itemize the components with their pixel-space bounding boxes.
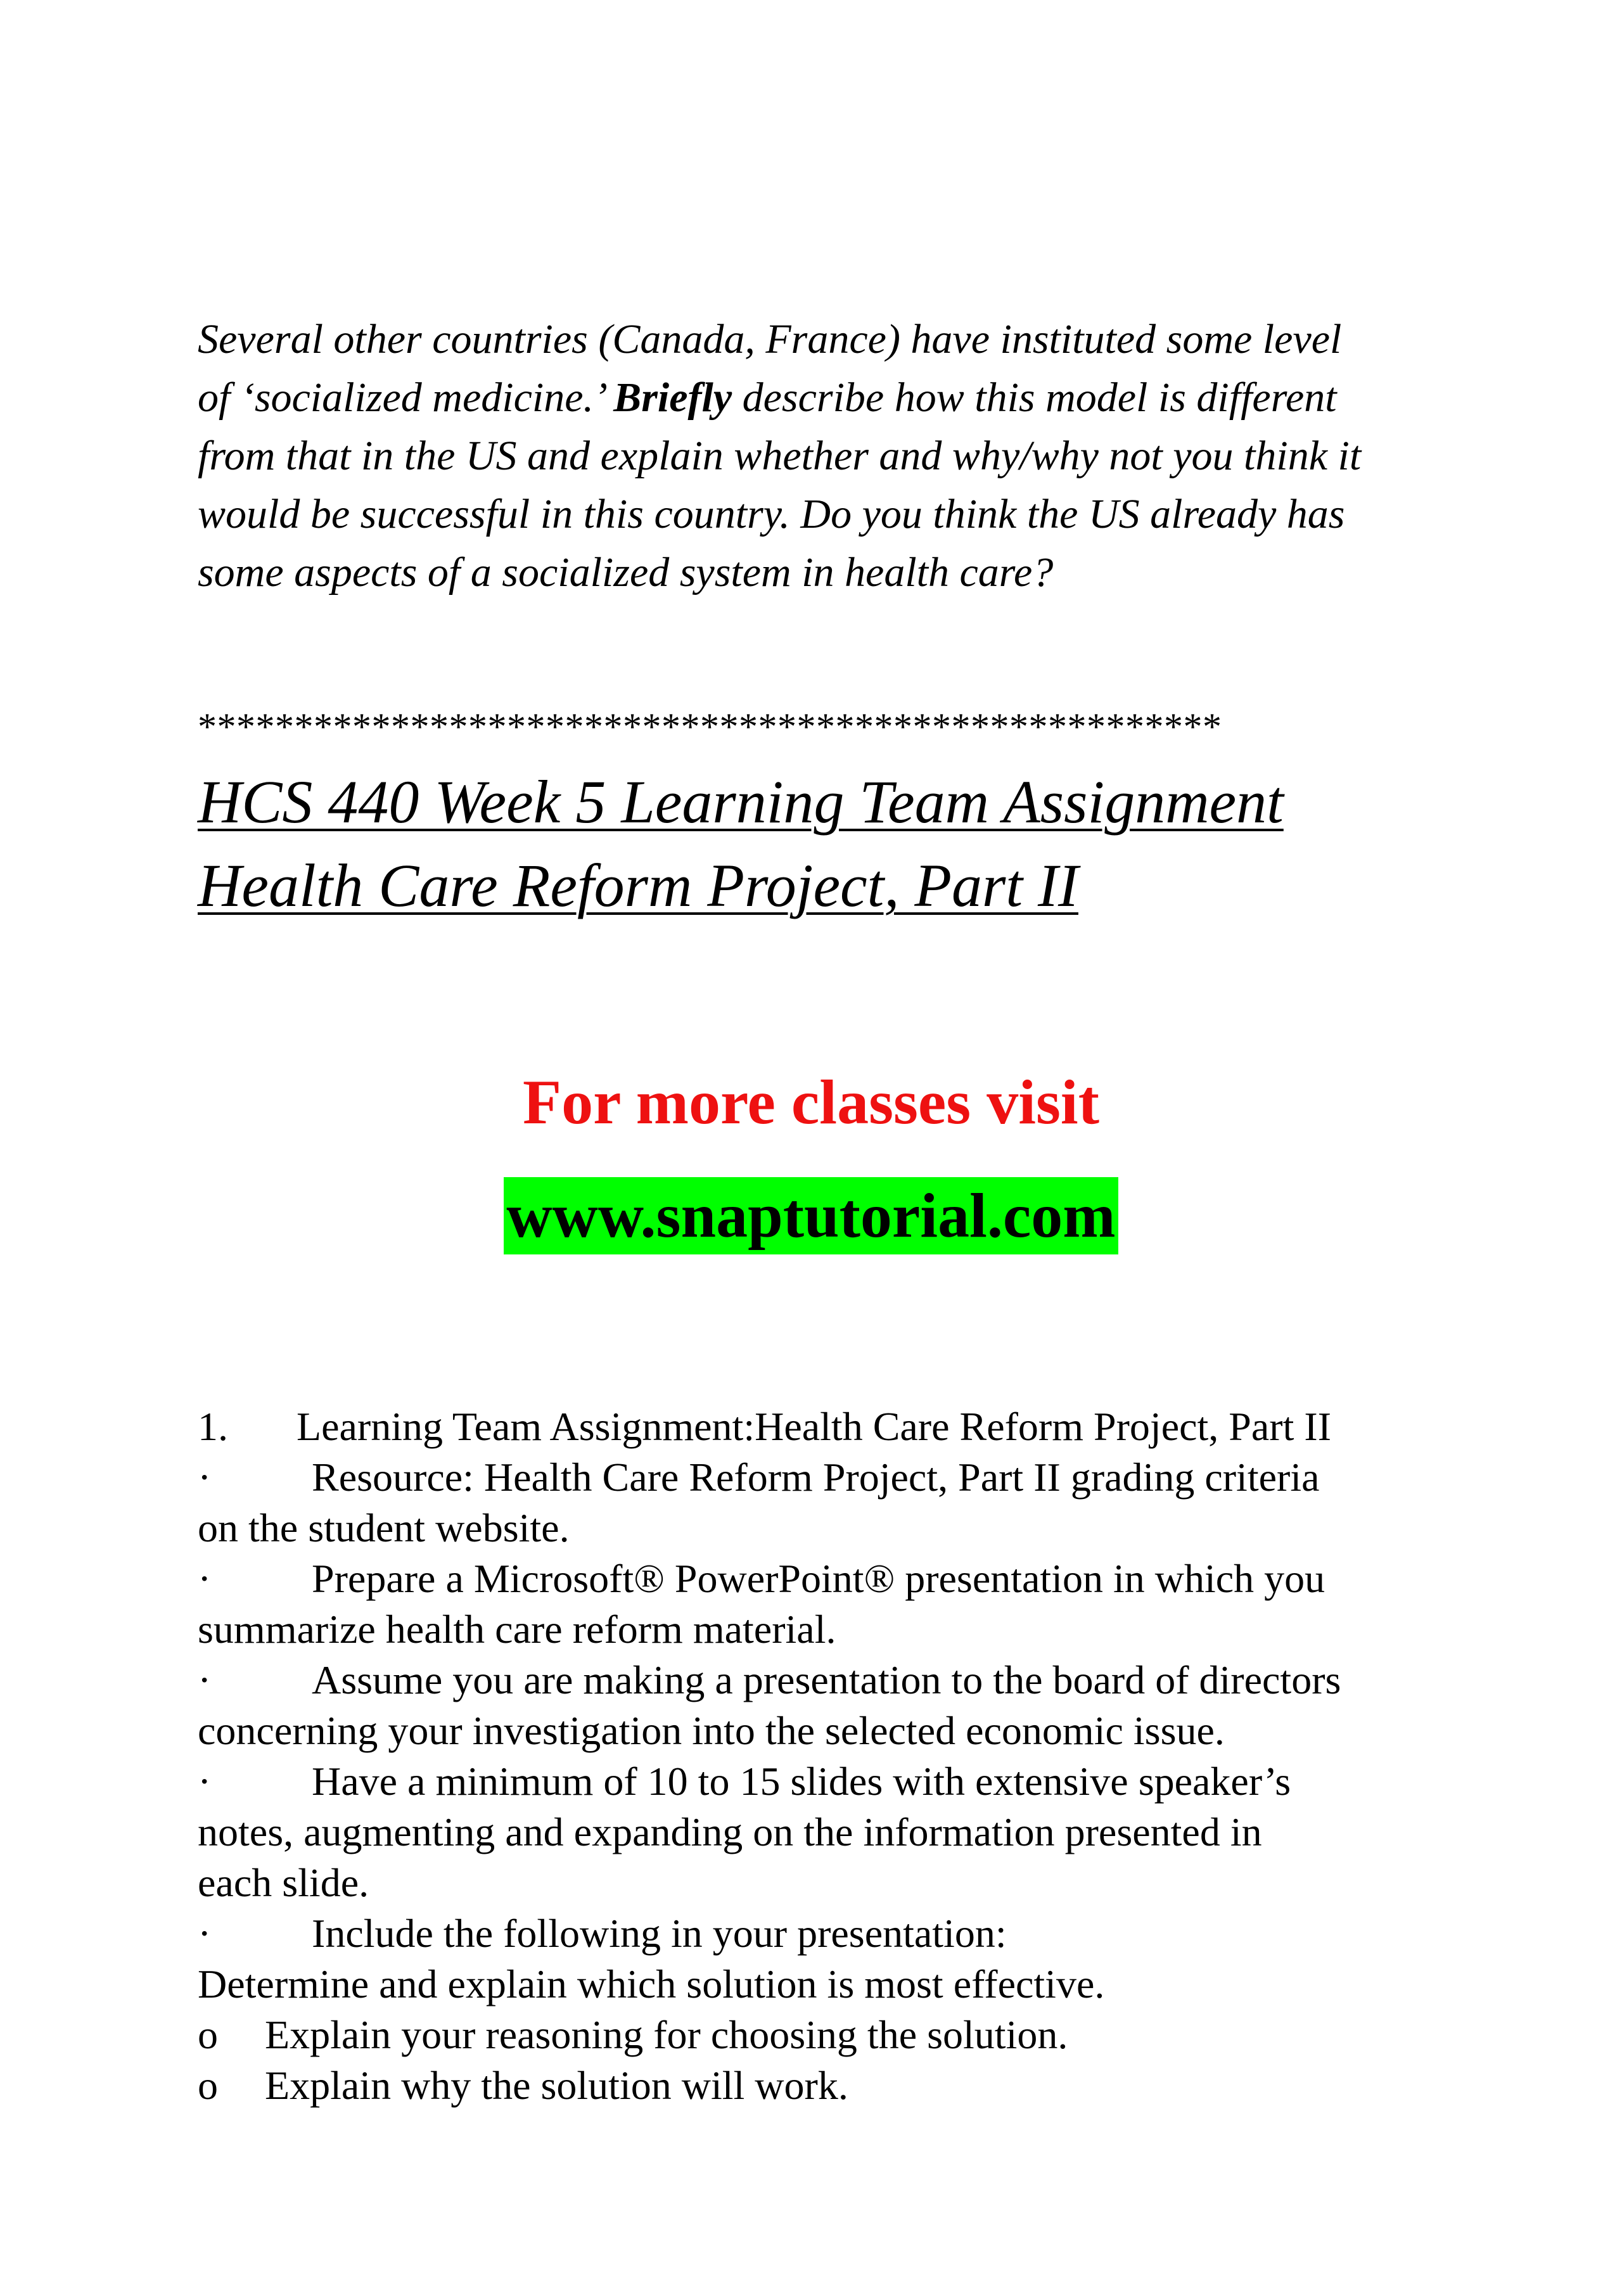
assignment-details <box>198 1401 1459 2111</box>
sub-bullet-text: Explain why the solution will work. <box>265 2063 848 2108</box>
sub-bullet-marker: o <box>198 2063 218 2108</box>
intro-line-segment: of ‘socialized medicine.’ <box>198 374 614 421</box>
sub-bullet-item <box>198 2060 1459 2111</box>
intro-line: from that in the US and explain whether and why/why not you think it <box>198 433 1362 479</box>
bullet-marker: · <box>198 1911 212 1956</box>
bullet-marker: · <box>198 1455 212 1500</box>
bullet-continuation: summarize health care reform material. <box>198 1607 836 1652</box>
sub-bullet-text: Explain your reasoning for choosing the solution. <box>265 2012 1068 2057</box>
bullet-text: Prepare a Microsoft® PowerPoint® presentation in which you <box>312 1556 1325 1601</box>
bullet-text: Have a minimum of 10 to 15 slides with extensive speaker’s <box>312 1759 1291 1804</box>
bullet-item <box>198 1655 1459 1706</box>
item-title: Learning Team Assignment:Health Care Reform Project, Part II <box>297 1404 1331 1449</box>
bullet-continuation: notes, augmenting and expanding on the information presented in <box>198 1809 1262 1854</box>
bullet-marker: · <box>198 1556 212 1601</box>
numbered-item <box>198 1401 1459 1452</box>
intro-paragraph <box>198 310 1440 602</box>
bullet-text: Assume you are making a presentation to the board of directors <box>312 1657 1341 1702</box>
assignment-heading <box>198 760 1284 928</box>
intro-line-segment: describe how this model is different <box>732 374 1337 421</box>
bullet-item <box>198 1908 1459 1959</box>
promo-link[interactable]: www.snaptutorial.com <box>504 1177 1118 1254</box>
intro-line: would be successful in this country. Do you think the US already has <box>198 491 1345 537</box>
heading-line-1: HCS 440 Week 5 Learning Team Assignment <box>198 768 1284 836</box>
bullet-continuation: each slide. <box>198 1860 369 1905</box>
sub-bullet-item <box>198 2010 1459 2060</box>
intro-line <box>198 369 1440 427</box>
intro-line: Several other countries (Canada, France) have instituted some level <box>198 316 1342 362</box>
bullet-marker: · <box>198 1759 212 1804</box>
intro-emphasis: Briefly <box>613 374 732 421</box>
promo-link-wrapper <box>0 1177 1622 1254</box>
heading-line-2: Health Care Reform Project, Part II <box>198 851 1078 919</box>
bullet-continuation: on the student website. <box>198 1505 570 1550</box>
bullet-text: Resource: Health Care Reform Project, Part II grading criteria <box>312 1455 1320 1500</box>
bullet-item <box>198 1452 1459 1503</box>
bullet-text: Include the following in your presentation: <box>312 1911 1007 1956</box>
bullet-continuation: Determine and explain which solution is most effective. <box>198 1961 1105 2006</box>
bullet-marker: · <box>198 1657 212 1702</box>
asterisk-separator: ***************************************************** <box>198 706 1222 748</box>
intro-line: some aspects of a socialized system in health care? <box>198 549 1054 596</box>
promo-text: For more classes visit <box>522 1067 1099 1137</box>
bullet-continuation: concerning your investigation into the selected economic issue. <box>198 1708 1225 1753</box>
bullet-item <box>198 1553 1459 1604</box>
bullet-item <box>198 1756 1459 1807</box>
sub-bullet-marker: o <box>198 2012 218 2057</box>
item-number: 1. <box>198 1404 228 1449</box>
